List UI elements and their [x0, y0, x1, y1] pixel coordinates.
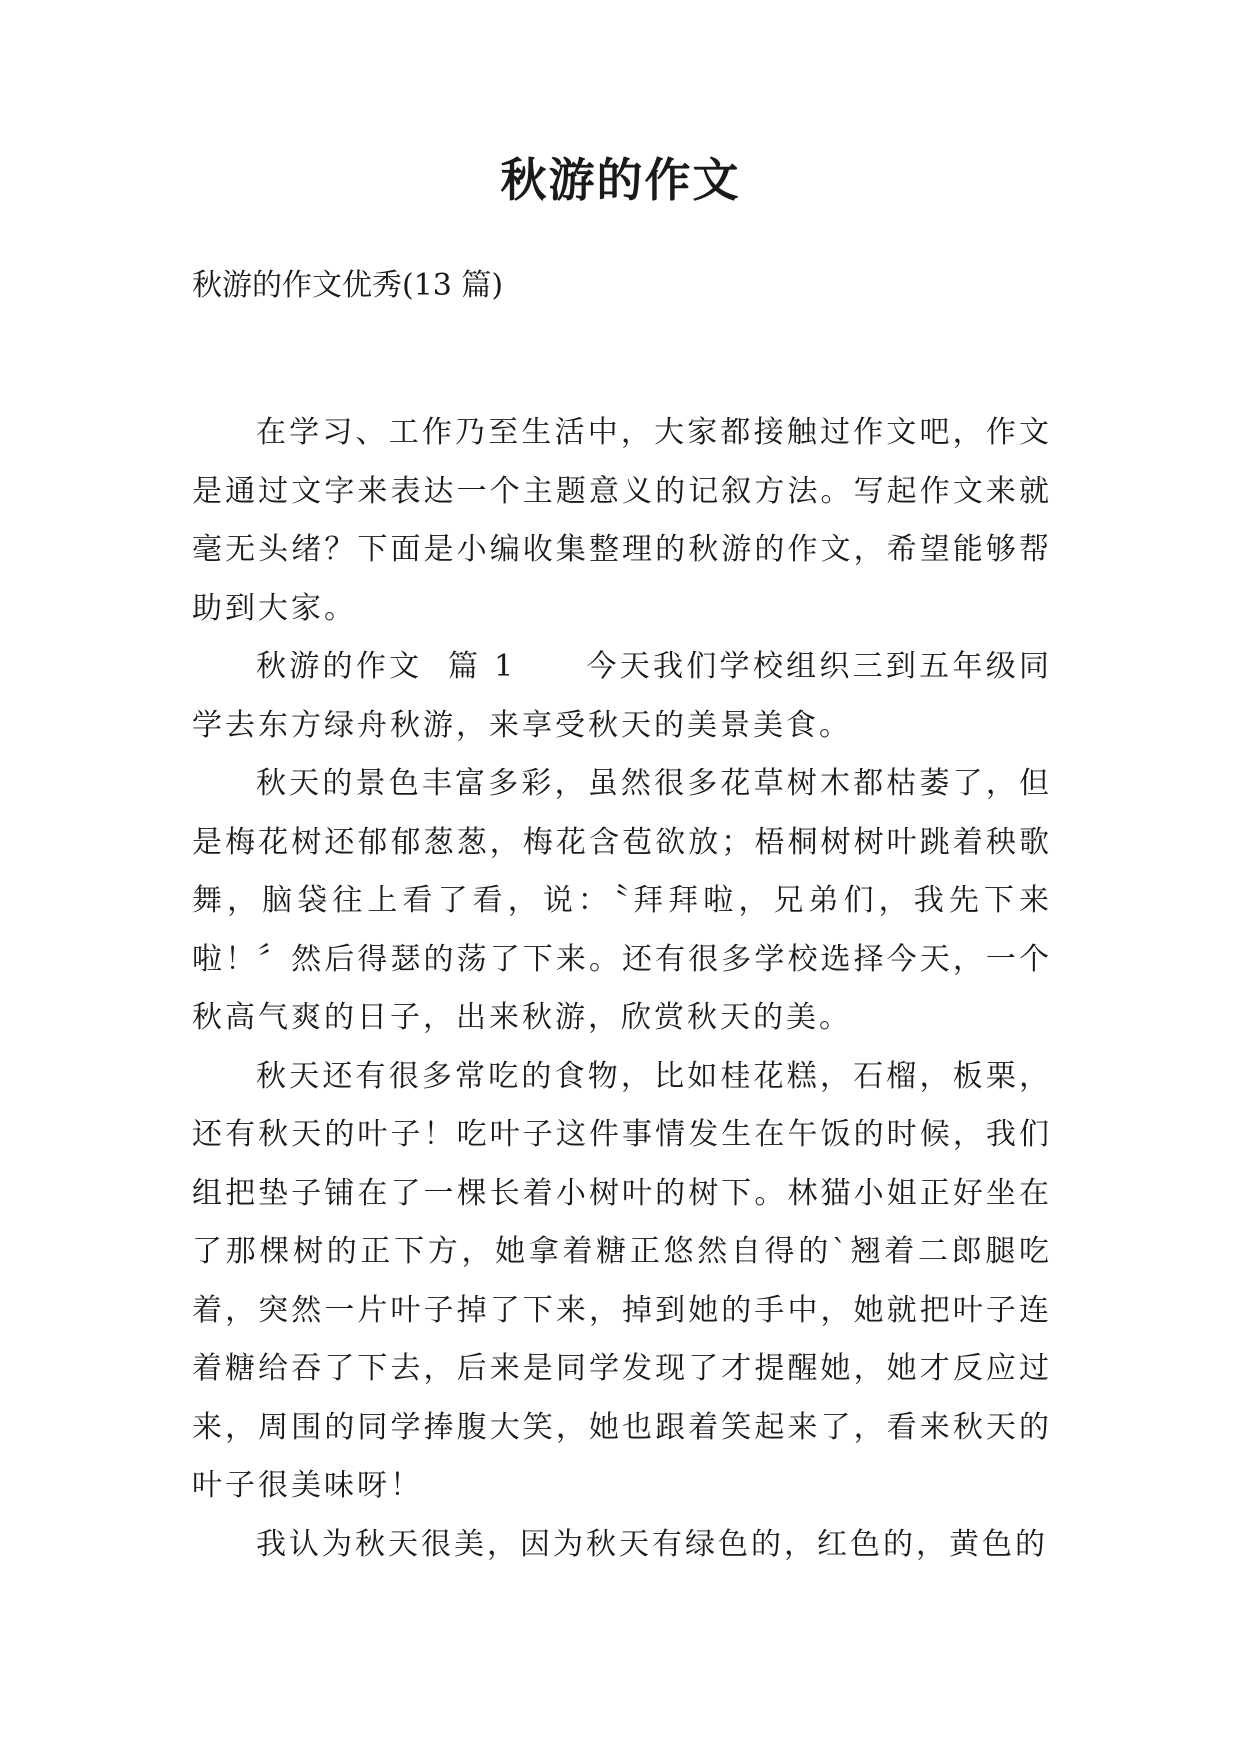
section-1-first-paragraph	[192, 638, 1052, 755]
document-body	[192, 404, 1052, 1574]
document-subtitle: 秋游的作文优秀(13 篇)	[192, 268, 504, 303]
closing-paragraph: 我认为秋天很美，因为秋天有绿色的，红色的，黄色的	[256, 1526, 1048, 1562]
food-paragraph: 秋天还有很多常吃的食物，比如桂花糕，石榴，板栗，还有秋天的叶子！吃叶子这件事情发生在午饭的时候，我们组把垫子铺在了一棵长着小树叶的树下。林猫小姐正好坐在了那棵树的正下方，她拿着糖正悠然自得的`翘着二郎腿吃着，突然一片叶子掉了下来，掉到她的手中，她就把叶子连着糖给吞了下去，后来是同学发现了才提醒她，她才反应过来，周围的同学捧腹大笑，她也跟着笑起来了，看来秋天的叶子很美味呀！	[192, 1058, 1052, 1503]
document-title: 秋游的作文	[500, 153, 741, 207]
scenery-paragraph: 秋天的景色丰富多彩，虽然很多花草树木都枯萎了，但是梅花树还郁郁葱葱，梅花含苞欲放；梧桐树树叶跳着秧歌舞，脑袋往上看了看，说：〝拜拜啦，兄弟们，我先下来啦！〞然后得瑟的荡了下来。还有很多学校选择今天，一个秋高气爽的日子，出来秋游，欣赏秋天的美。	[192, 766, 1052, 1035]
section-heading: 秋游的作文 篇 1	[256, 649, 517, 684]
intro-paragraph: 在学习、工作乃至生活中，大家都接触过作文吧，作文是通过文字来表达一个主题意义的记叙方法。写起作文来就毫无头绪？下面是小编收集整理的秋游的作文，希望能够帮助到大家。	[192, 415, 1052, 626]
section-1-first-paragraph-text: 今天我们学校组织三到五年级同学去东方绿舟秋游，来享受秋天的美景美食。	[192, 649, 1053, 743]
